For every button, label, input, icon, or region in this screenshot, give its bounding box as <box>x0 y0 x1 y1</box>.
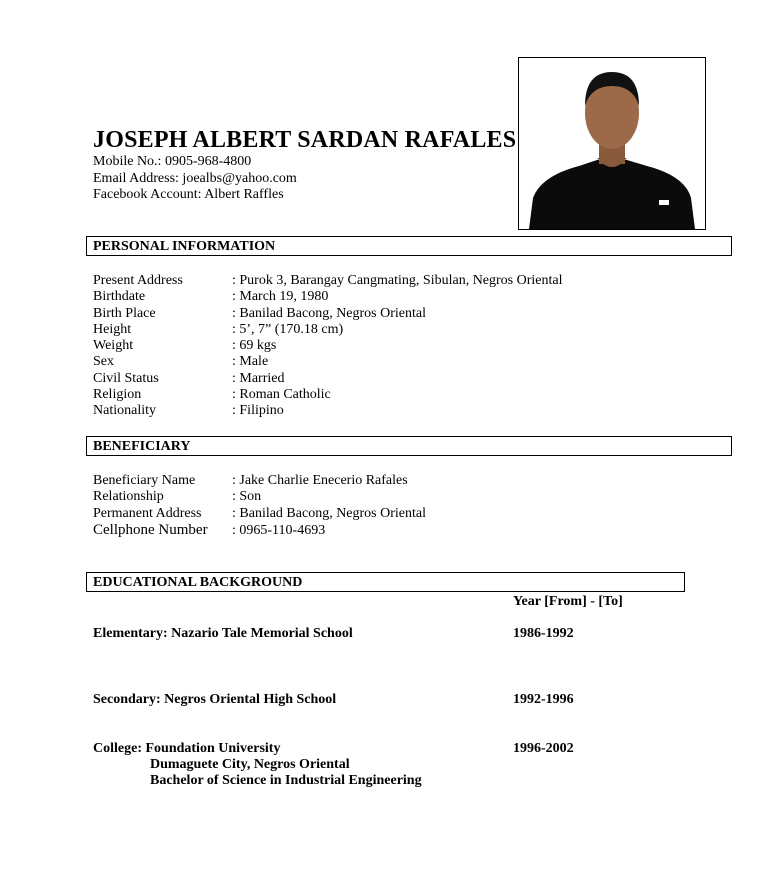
college-years: 1996-2002 <box>513 741 574 756</box>
field-value: : Roman Catholic <box>232 387 331 402</box>
year-column-header: Year [From] - [To] <box>513 594 623 609</box>
field-value: : March 19, 1980 <box>232 289 329 304</box>
section-title: EDUCATIONAL BACKGROUND <box>93 575 303 590</box>
elementary-years: 1986-1992 <box>513 626 574 641</box>
field-label: Sex <box>93 354 114 369</box>
secondary-school: Secondary: Negros Oriental High School <box>93 692 337 707</box>
field-value: : Son <box>232 489 262 504</box>
field-label: Height <box>93 322 132 337</box>
field-label: Civil Status <box>93 371 159 386</box>
field-value: : Jake Charlie Enecerio Rafales <box>232 473 408 488</box>
field-value: : Banilad Bacong, Negros Oriental <box>232 306 427 321</box>
field-label: Beneficiary Name <box>93 473 196 488</box>
facebook-account: Facebook Account: Albert Raffles <box>93 187 284 202</box>
field-label: Relationship <box>93 489 164 504</box>
field-label: Cellphone Number <box>93 522 208 538</box>
field-label: Present Address <box>93 273 183 288</box>
mobile-number: Mobile No.: 0905-968-4800 <box>93 154 252 169</box>
field-value: : 0965-110-4693 <box>232 523 326 538</box>
secondary-years: 1992-1996 <box>513 692 574 707</box>
personal-information-header <box>86 236 732 256</box>
field-value: : Married <box>232 371 285 386</box>
field-value: : Purok 3, Barangay Cangmating, Sibulan, Negros Oriental <box>232 273 563 288</box>
college-school: College: Foundation University <box>93 741 281 756</box>
profile-photo <box>518 57 706 230</box>
section-title: PERSONAL INFORMATION <box>93 239 276 254</box>
applicant-name: JOSEPH ALBERT SARDAN RAFALES <box>93 127 517 153</box>
email-address: Email Address: joealbs@yahoo.com <box>93 171 297 186</box>
college-degree: Bachelor of Science in Industrial Engineering <box>150 773 422 788</box>
beneficiary-header <box>86 436 732 456</box>
field-label: Birth Place <box>93 306 156 321</box>
field-label: Weight <box>93 338 134 353</box>
field-label: Permanent Address <box>93 506 202 521</box>
section-title: BENEFICIARY <box>93 439 191 454</box>
field-label: Birthdate <box>93 289 146 304</box>
field-value: : Male <box>232 354 269 369</box>
field-value: : 5’, 7” (170.18 cm) <box>232 322 344 337</box>
field-value: : 69 kgs <box>232 338 277 353</box>
college-location: Dumaguete City, Negros Oriental <box>150 757 350 772</box>
field-label: Religion <box>93 387 142 402</box>
elementary-school: Elementary: Nazario Tale Memorial School <box>93 626 353 641</box>
educational-background-header <box>86 572 685 592</box>
field-label: Nationality <box>93 403 156 418</box>
field-value: : Banilad Bacong, Negros Oriental <box>232 506 427 521</box>
field-value: : Filipino <box>232 403 284 418</box>
